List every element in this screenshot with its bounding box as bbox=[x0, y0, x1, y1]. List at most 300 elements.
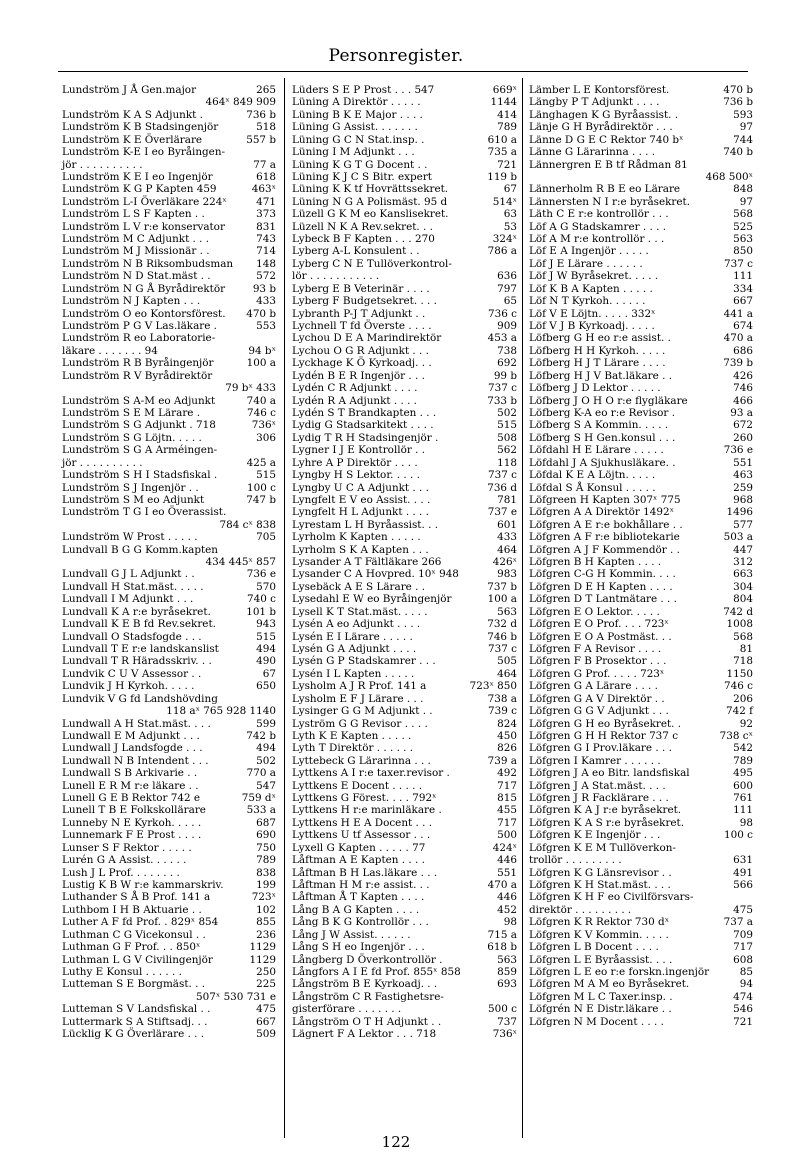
register-entry bbox=[292, 904, 517, 916]
entry-text: Löfgren E O Lektor. . . . . bbox=[529, 605, 660, 618]
register-entry bbox=[529, 519, 753, 531]
entry-page-refs: 747 b bbox=[246, 493, 276, 506]
entry-page-refs: 723ˣ 850 bbox=[469, 680, 517, 693]
entry-page-refs: 737 c bbox=[488, 469, 517, 482]
entry-text: Lüzell G K M eo Kanslisekret. bbox=[292, 208, 449, 221]
entry-page-refs: 463ˣ bbox=[251, 183, 276, 196]
register-entry bbox=[292, 1028, 517, 1040]
register-entry bbox=[529, 494, 753, 506]
register-entry bbox=[292, 395, 517, 407]
register-entry bbox=[529, 680, 753, 692]
entry-text: Lyngby H S Lektor. . . . . bbox=[292, 469, 420, 482]
entry-page-refs: 746 bbox=[733, 382, 753, 395]
entry-page-refs: 850 bbox=[733, 245, 753, 258]
entry-page-refs: 551 bbox=[497, 866, 517, 879]
entry-page-refs: 77 a bbox=[253, 158, 276, 171]
entry-page-refs: 692 bbox=[497, 357, 517, 370]
entry-text: Lundwall A H Stat.mäst. . . . bbox=[62, 717, 211, 730]
entry-text: gisterförare . . . . . . . bbox=[292, 1003, 402, 1016]
register-entry bbox=[529, 332, 753, 344]
register-entry bbox=[529, 978, 753, 990]
entry-page-refs: 101 b bbox=[246, 605, 276, 618]
register-entry bbox=[62, 270, 276, 282]
register-entry bbox=[292, 593, 517, 605]
entry-page-refs: 100 a bbox=[487, 593, 517, 606]
entry-page-refs: 732 d bbox=[487, 618, 517, 631]
entry-page-refs: 737 c bbox=[488, 642, 517, 655]
entry-text: Lydén B E R Ingenjör . . . bbox=[292, 369, 425, 382]
entry-page-refs: 225 bbox=[256, 978, 276, 991]
entry-page-refs: 474 bbox=[733, 990, 753, 1003]
entry-page-refs: 515 bbox=[256, 469, 276, 482]
entry-text: läkare . . . . . . . 94 bbox=[62, 344, 158, 357]
entry-page-refs: 562 bbox=[497, 444, 517, 457]
register-entry bbox=[529, 867, 753, 879]
entry-text: Lundwall N B Intendent . . . bbox=[62, 754, 209, 767]
entry-text: Lysén E I Lärare . . . . . bbox=[292, 630, 413, 643]
register-entry bbox=[292, 954, 517, 966]
register-entry bbox=[62, 891, 276, 903]
entry-page-refs: 495 bbox=[733, 767, 753, 780]
entry-text: Lännergren E B tf Rådman 81 bbox=[529, 158, 688, 171]
register-entry bbox=[62, 978, 276, 990]
entry-page-refs: 831 bbox=[256, 220, 276, 233]
entry-page-refs: 450 bbox=[497, 729, 517, 742]
register-entry bbox=[292, 233, 517, 245]
entry-text: Lång J W Assist. . . . . . bbox=[292, 928, 411, 941]
entry-text: Lundström L V r:e konservator bbox=[62, 220, 225, 233]
register-entry bbox=[529, 668, 753, 680]
entry-text: Långström B E Kyrkoadj. . . bbox=[292, 978, 438, 991]
entry-text: Lundström J Å Gen.major bbox=[62, 84, 197, 96]
entry-text: Löfgren A A Direktör 1492ˣ bbox=[529, 506, 674, 519]
entry-page-refs: 789 bbox=[733, 754, 753, 767]
register-entry bbox=[292, 792, 517, 804]
entry-text: Löfgren L E eo r:e forskn.ingenjör bbox=[529, 965, 710, 978]
entry-page-refs: 199 bbox=[256, 879, 276, 891]
entry-text: Lyxell G Kapten . . . . . 77 bbox=[292, 841, 426, 854]
register-entry bbox=[292, 482, 517, 494]
entry-page-refs: 733 b bbox=[487, 394, 517, 407]
register-entry bbox=[62, 258, 276, 270]
register-entry bbox=[529, 96, 753, 108]
entry-text: Lundström S E M Lärare . bbox=[62, 406, 201, 419]
register-entry bbox=[529, 469, 753, 481]
entry-page-refs: 718 bbox=[733, 655, 753, 668]
entry-page-refs: 577 bbox=[733, 518, 753, 531]
entry-page-refs bbox=[513, 991, 517, 1003]
entry-text: Löfgren E O Prof. . . . 723ˣ bbox=[529, 618, 669, 631]
entry-page-refs: 518 bbox=[256, 121, 276, 134]
entry-page-refs: 770 a bbox=[246, 767, 276, 780]
entry-text: Lyngby U C A Adjunkt . . . bbox=[292, 481, 429, 494]
entry-page-refs bbox=[272, 146, 276, 158]
entry-text: Lännersten N I r:e byråsekret. bbox=[529, 195, 691, 208]
register-entry bbox=[292, 829, 517, 841]
entry-page-refs: 111 bbox=[733, 804, 753, 817]
entry-page-refs: 750 bbox=[256, 841, 276, 854]
entry-page-refs: 599 bbox=[256, 717, 276, 730]
entry-text: Lundström S G A Arméingen- bbox=[62, 444, 218, 457]
register-entry bbox=[292, 531, 517, 543]
entry-text: Luthman G F Prof. . . 850ˣ bbox=[62, 941, 201, 954]
register-entry bbox=[292, 183, 517, 195]
entry-page-refs: 542 bbox=[733, 742, 753, 755]
entry-text: trollör . . . . . . . . . bbox=[529, 854, 622, 867]
entry-page-refs: 312 bbox=[733, 556, 753, 569]
entry-page-refs bbox=[749, 159, 753, 171]
entry-text: Lundström L S F Kapten . . bbox=[62, 208, 205, 221]
entry-text: Löfgren K R Rektor 730 dˣ bbox=[529, 916, 670, 929]
register-entry bbox=[62, 121, 276, 133]
entry-page-refs: 236 bbox=[256, 928, 276, 941]
register-entry bbox=[529, 531, 753, 543]
register-entry bbox=[292, 606, 517, 618]
entry-page-refs: 304 bbox=[733, 580, 753, 593]
entry-page-refs: 452 bbox=[497, 903, 517, 916]
entry-page-refs: 618 bbox=[256, 170, 276, 183]
entry-page-refs: 306 bbox=[256, 431, 276, 444]
entry-text: Lundström N B Riksombudsman bbox=[62, 257, 234, 270]
entry-page-refs: 79 bˣ 433 bbox=[225, 382, 276, 395]
entry-page-refs: 737 e bbox=[487, 506, 517, 519]
register-entry bbox=[292, 842, 517, 854]
entry-page-refs bbox=[749, 842, 753, 854]
entry-text: Lydén C R Adjunkt . . . . bbox=[292, 382, 418, 395]
register-entry bbox=[62, 196, 276, 208]
register-entry bbox=[292, 320, 517, 332]
entry-text: Lundström R V Byrådirektör bbox=[62, 369, 213, 382]
entry-page-refs: 786 a bbox=[487, 245, 517, 258]
entry-page-refs: 1129 bbox=[249, 941, 276, 954]
register-entry bbox=[62, 593, 276, 605]
entry-text: Lundström O eo Kontorsförest. bbox=[62, 307, 226, 320]
entry-page-refs: 426ˣ bbox=[492, 556, 517, 569]
entry-page-refs: 761 bbox=[733, 792, 753, 805]
entry-page-refs: 568 bbox=[733, 630, 753, 643]
entry-text: Lundström K B Stadsingenjör bbox=[62, 121, 219, 134]
entry-text: Lydig T R H Stadsingenjör . bbox=[292, 431, 439, 444]
register-entry bbox=[529, 891, 753, 903]
register-entry bbox=[292, 469, 517, 481]
entry-text: Löfgren I Kamrer . . . . . . bbox=[529, 754, 661, 767]
register-entry bbox=[529, 221, 753, 233]
entry-page-refs: 468 500ˣ bbox=[705, 170, 753, 183]
entry-page-refs: 690 bbox=[256, 829, 276, 842]
register-entry bbox=[62, 482, 276, 494]
register-entry bbox=[292, 109, 517, 121]
register-entry bbox=[62, 183, 276, 195]
register-entry bbox=[292, 767, 517, 779]
entry-page-refs: 601 bbox=[497, 518, 517, 531]
entry-page-refs: 737 bbox=[497, 1015, 517, 1028]
entry-page-refs: 667 bbox=[733, 295, 753, 308]
entry-page-refs: 464 bbox=[497, 543, 517, 556]
entry-page-refs: 705 bbox=[256, 531, 276, 544]
entry-page-refs: 570 bbox=[256, 580, 276, 593]
entry-text: Lundvall G J L Adjunkt . . bbox=[62, 568, 195, 581]
entry-text: Löfgren F A Revisor . . . . bbox=[529, 642, 662, 655]
register-entry bbox=[62, 544, 276, 556]
entry-text: Lyttkens H E A Docent . . . bbox=[292, 816, 433, 829]
entry-page-refs: 686 bbox=[733, 344, 753, 357]
entry-text: Löfgren F B Prosektor . . . bbox=[529, 655, 667, 668]
entry-text: Lundwall E M Adjunkt . . . bbox=[62, 729, 200, 742]
entry-text: Lundström S M eo Adjunkt bbox=[62, 493, 205, 506]
entry-page-refs: 470 b bbox=[246, 307, 276, 320]
register-entry bbox=[62, 842, 276, 854]
entry-text: Längby P T Adjunkt . . . . bbox=[529, 96, 660, 109]
register-entry bbox=[292, 84, 517, 96]
register-entry bbox=[529, 780, 753, 792]
entry-text: Lundvall K A r:e byråsekret. bbox=[62, 605, 211, 618]
entry-page-refs: 563 bbox=[733, 233, 753, 246]
column-divider bbox=[522, 78, 523, 1138]
entry-page-refs: 1008 bbox=[726, 618, 753, 631]
register-entry bbox=[529, 134, 753, 146]
entry-page-refs: 563 bbox=[497, 605, 517, 618]
register-entry bbox=[62, 345, 276, 357]
entry-text: Löfgreen H Kapten 307ˣ 775 bbox=[529, 493, 681, 506]
entry-text: Länghagen K G Byråassist. . bbox=[529, 108, 679, 121]
entry-text: Låftman H M r:e assist. . . bbox=[292, 879, 430, 891]
register-entry bbox=[529, 742, 753, 754]
entry-text: Löfberg S H Gen.konsul . . . bbox=[529, 431, 676, 444]
entry-text: Lundström K A S Adjunkt . bbox=[62, 108, 203, 121]
entry-text: Lundström R eo Laboratorie- bbox=[62, 332, 216, 345]
entry-page-refs: 502 bbox=[256, 754, 276, 767]
entry-text: Lyrholm K Kapten . . . . . bbox=[292, 531, 421, 544]
entry-page-refs: 593 bbox=[733, 108, 753, 121]
register-entry bbox=[529, 904, 753, 916]
entry-page-refs: 826 bbox=[497, 742, 517, 755]
register-entry bbox=[292, 357, 517, 369]
register-entry bbox=[62, 245, 276, 257]
entry-page-refs: 600 bbox=[733, 779, 753, 792]
entry-page-refs: 736ˣ bbox=[492, 1028, 517, 1041]
entry-page-refs: 447 bbox=[733, 543, 753, 556]
entry-text: Lyberg E B Veterinär . . . . bbox=[292, 282, 430, 295]
entry-text: Löfgren K H Stat.mäst. . . . bbox=[529, 879, 671, 891]
entry-text: Löfgren K A S r:e byråsekret. bbox=[529, 816, 685, 829]
entry-page-refs: 494 bbox=[256, 742, 276, 755]
entry-page-refs: 118 bbox=[497, 456, 517, 469]
entry-page-refs: 815 bbox=[497, 792, 517, 805]
entry-text: Lyckhage K Ö Kyrkoadj. . . bbox=[292, 357, 432, 370]
entry-page-refs: 525 bbox=[733, 220, 753, 233]
entry-page-refs: 608 bbox=[733, 953, 753, 966]
entry-page-refs: 717 bbox=[497, 816, 517, 829]
entry-text: Lybranth P-J T Adjunkt . . bbox=[292, 307, 426, 320]
register-entry bbox=[292, 631, 517, 643]
register-entry bbox=[62, 469, 276, 481]
register-entry bbox=[292, 270, 517, 282]
entry-page-refs: 424ˣ bbox=[492, 841, 517, 854]
entry-text: Lydig G Stadsarkitekt . . . . bbox=[292, 419, 434, 432]
entry-text: Löfgren G Prof. . . . . 723ˣ bbox=[529, 667, 665, 680]
register-entry bbox=[62, 370, 276, 382]
entry-text: Löfgren K E Ingenjör . . . bbox=[529, 829, 661, 842]
entry-page-refs: 463 bbox=[733, 469, 753, 482]
index-column-3 bbox=[529, 84, 753, 1028]
register-entry bbox=[62, 693, 276, 705]
header-rule bbox=[58, 71, 748, 72]
register-entry bbox=[292, 867, 517, 879]
entry-text: Lundström L-I Överläkare 224ˣ bbox=[62, 195, 227, 208]
register-entry bbox=[292, 929, 517, 941]
register-entry bbox=[62, 494, 276, 506]
entry-page-refs bbox=[272, 506, 276, 518]
entry-text: Lygner I J E Kontrollör . . bbox=[292, 444, 426, 457]
entry-text: Lännerholm R B E eo Lärare bbox=[529, 183, 681, 196]
column-divider bbox=[284, 78, 285, 1138]
entry-page-refs: 723ˣ bbox=[251, 891, 276, 904]
register-entry bbox=[62, 568, 276, 580]
entry-text: Lysén G A Adjunkt . . . . bbox=[292, 642, 417, 655]
register-entry bbox=[292, 159, 517, 171]
register-entry bbox=[529, 357, 753, 369]
entry-text: Luther A F fd Prof. . 829ˣ 854 bbox=[62, 916, 219, 929]
register-entry bbox=[62, 357, 276, 369]
page-title: Personregister. bbox=[328, 46, 464, 66]
entry-page-refs: 1144 bbox=[490, 96, 517, 109]
entry-text: Lundvall O Stadsfogde . . . bbox=[62, 630, 202, 643]
entry-page-refs: 669ˣ bbox=[492, 84, 517, 96]
register-entry bbox=[292, 208, 517, 220]
entry-text: Långström O T H Adjunkt . . bbox=[292, 1015, 442, 1028]
entry-page-refs: 859 bbox=[497, 965, 517, 978]
register-entry bbox=[292, 295, 517, 307]
entry-text: Lundvall B G G Komm.kapten bbox=[62, 543, 219, 556]
entry-text: Lysholm E F J Lärare . . . bbox=[292, 692, 424, 705]
entry-page-refs: 636 bbox=[497, 270, 517, 283]
entry-text: Lyttkens H r:e marinläkare . bbox=[292, 804, 442, 817]
entry-text: Lybeck B F Kapten . . . 270 bbox=[292, 233, 435, 246]
entry-text: Lundwall S B Arkivarie . . bbox=[62, 767, 198, 780]
register-entry bbox=[292, 618, 517, 630]
entry-page-refs: 206 bbox=[733, 692, 753, 705]
entry-text: Lundvall T E r:e landskanslist bbox=[62, 642, 219, 655]
entry-page-refs: 93 b bbox=[252, 282, 276, 295]
entry-page-refs: 100 a bbox=[246, 357, 276, 370]
register-entry bbox=[62, 804, 276, 816]
register-entry bbox=[529, 606, 753, 618]
register-entry bbox=[62, 506, 276, 518]
entry-page-refs: 736 c bbox=[488, 307, 517, 320]
entry-text: Löfgren K E M Tullöverkon- bbox=[529, 841, 676, 854]
register-entry bbox=[529, 233, 753, 245]
entry-text: Löf J E Lärare . . . . . . bbox=[529, 257, 643, 270]
register-entry bbox=[529, 183, 753, 195]
register-entry bbox=[292, 581, 517, 593]
entry-page-refs: 737 c bbox=[488, 382, 517, 395]
register-entry bbox=[529, 581, 753, 593]
entry-text: Löfgren A J F Kommendör . . bbox=[529, 543, 680, 556]
entry-page-refs: 515 bbox=[497, 419, 517, 432]
entry-text: Löfberg H H Kyrkoh. . . . . bbox=[529, 344, 666, 357]
register-entry bbox=[62, 718, 276, 730]
page-number: 122 bbox=[381, 1133, 411, 1151]
entry-page-refs bbox=[272, 544, 276, 556]
register-entry bbox=[292, 519, 517, 531]
entry-page-refs: 563 bbox=[497, 953, 517, 966]
register-entry bbox=[529, 593, 753, 605]
entry-page-refs: 475 bbox=[256, 1003, 276, 1016]
entry-text: Lüning K J C S Bitr. expert bbox=[292, 170, 432, 183]
entry-page-refs: 118 aˣ 765 928 1140 bbox=[166, 705, 276, 718]
entry-page-refs: 735 a bbox=[487, 146, 517, 159]
entry-text: lör . . . . . . . . . . . bbox=[292, 270, 380, 283]
entry-page-refs: 855 bbox=[256, 916, 276, 929]
entry-page-refs: 514ˣ bbox=[492, 195, 517, 208]
register-entry bbox=[62, 531, 276, 543]
entry-page-refs: 738 a bbox=[487, 692, 517, 705]
register-entry bbox=[292, 693, 517, 705]
entry-text: Löfgren L B Docent . . . . bbox=[529, 941, 659, 954]
entry-text: Lysén A eo Adjunkt . . . . bbox=[292, 618, 421, 631]
entry-text: Lundström T G I eo Överassist. bbox=[62, 506, 227, 519]
entry-page-refs: 784 cˣ 838 bbox=[219, 518, 276, 531]
register-entry bbox=[292, 221, 517, 233]
register-entry bbox=[62, 283, 276, 295]
entry-text: Lutteman S V Landsfiskal . . bbox=[62, 1003, 211, 1016]
register-entry bbox=[62, 966, 276, 978]
entry-page-refs: 93 a bbox=[730, 406, 753, 419]
entry-page-refs: 509 bbox=[256, 1028, 276, 1041]
entry-page-refs: 433 bbox=[256, 295, 276, 308]
register-entry bbox=[292, 705, 517, 717]
entry-page-refs: 414 bbox=[497, 108, 517, 121]
entry-page-refs: 515 bbox=[256, 630, 276, 643]
entry-page-refs: 797 bbox=[497, 282, 517, 295]
register-entry-continuation bbox=[62, 382, 276, 394]
entry-text: Lyngfelt E V eo Assist. . . . bbox=[292, 493, 431, 506]
entry-text: Lydén R A Adjunkt . . . . bbox=[292, 394, 417, 407]
register-entry bbox=[529, 370, 753, 382]
register-entry bbox=[529, 991, 753, 1003]
register-entry bbox=[62, 829, 276, 841]
register-entry bbox=[62, 134, 276, 146]
register-entry bbox=[62, 1016, 276, 1028]
entry-text: Löfberg G H eo r:e assist. . bbox=[529, 332, 671, 345]
entry-text: Lunell T B E Folkskollärare bbox=[62, 804, 206, 817]
entry-page-refs: 744 bbox=[733, 133, 753, 146]
entry-page-refs: 63 bbox=[503, 208, 517, 221]
entry-page-refs: 111 bbox=[733, 270, 753, 283]
entry-text: Lyrestam L H Byråassist. . . bbox=[292, 518, 439, 531]
register-entry bbox=[529, 544, 753, 556]
entry-page-refs: 618 b bbox=[487, 941, 517, 954]
entry-page-refs: 81 bbox=[739, 642, 753, 655]
register-entry bbox=[292, 742, 517, 754]
entry-page-refs: 464 bbox=[497, 667, 517, 680]
entry-text: Luthman L G V Civilingenjör bbox=[62, 953, 213, 966]
entry-text: Löfgren L E Byråassist. . . . bbox=[529, 953, 673, 966]
entry-page-refs: 739 b bbox=[723, 357, 753, 370]
entry-text: Låftman A E Kapten . . . . bbox=[292, 854, 425, 867]
register-entry bbox=[62, 780, 276, 792]
entry-page-refs: 557 b bbox=[246, 133, 276, 146]
entry-text: Löf K B A Kapten . . . . . bbox=[529, 282, 653, 295]
entry-text: Luthy E Konsul . . . . . . bbox=[62, 965, 182, 978]
register-entry bbox=[62, 668, 276, 680]
register-entry bbox=[62, 109, 276, 121]
entry-page-refs: 721 bbox=[733, 1015, 753, 1028]
register-entry bbox=[62, 879, 276, 891]
register-entry bbox=[529, 966, 753, 978]
entry-page-refs: 736 e bbox=[246, 568, 276, 581]
entry-text: Löfdahl H E Lärare . . . . . bbox=[529, 444, 664, 457]
